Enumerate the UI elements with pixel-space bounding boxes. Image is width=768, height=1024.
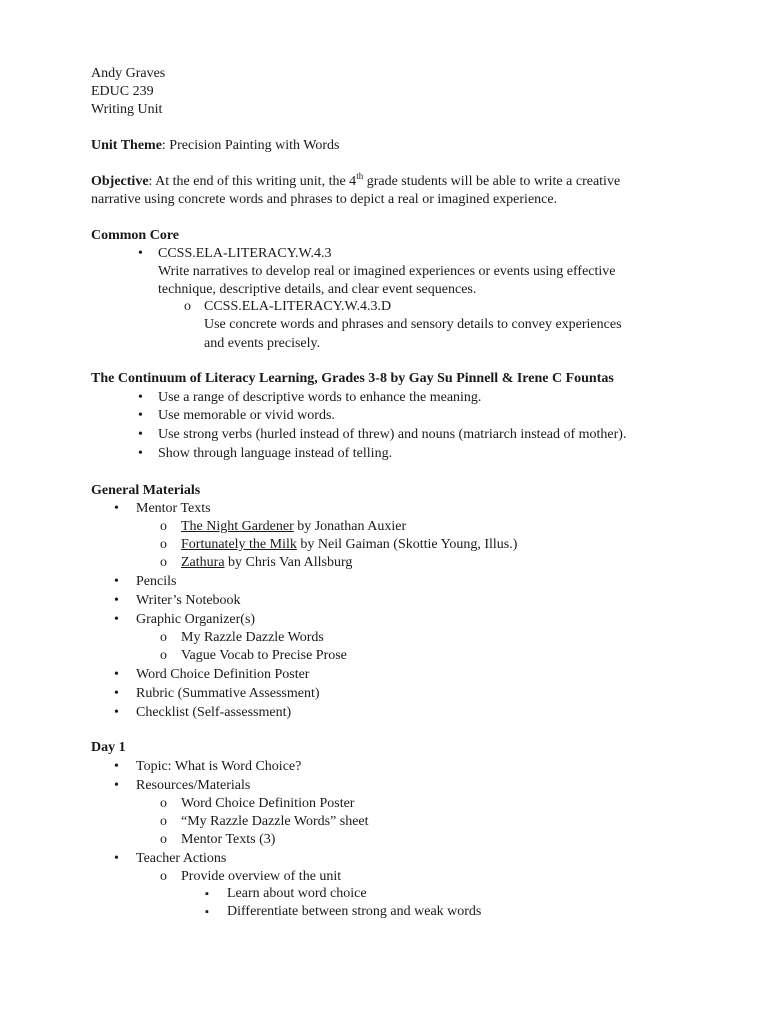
circle-bullet-icon: o <box>160 832 167 847</box>
materials-item-poster: Word Choice Definition Poster <box>136 667 310 682</box>
unit-theme-text: : Precision Painting with Words <box>161 138 340 153</box>
materials-item-rubric: Rubric (Summative Assessment) <box>136 686 320 701</box>
cc-standard-desc-2: technique, descriptive details, and clear event sequences. <box>158 282 477 297</box>
materials-item-organizers: Graphic Organizer(s) <box>136 612 256 627</box>
bullet-icon: • <box>114 574 119 589</box>
day1-heading: Day 1 <box>91 740 126 755</box>
book-author: by Neil Gaiman (Skottie Young, Illus.) <box>296 537 518 552</box>
continuum-item: Use a range of descriptive words to enhance the meaning. <box>158 390 482 405</box>
materials-item-checklist: Checklist (Self-assessment) <box>136 705 292 720</box>
unit-theme-label: Unit Theme <box>91 138 162 153</box>
cc-standard: CCSS.ELA-LITERACY.W.4.3 <box>158 246 332 261</box>
bullet-icon: • <box>114 759 119 774</box>
objective-text-b: grade students will be able to write a creative <box>363 174 621 189</box>
book-title: The Night Gardener <box>181 519 294 534</box>
bullet-icon: • <box>114 667 119 682</box>
organizer-item: My Razzle Dazzle Words <box>181 630 324 645</box>
book-title: Fortunately the Milk <box>181 537 297 552</box>
circle-bullet-icon: o <box>160 630 167 645</box>
continuum-item: Use strong verbs (hurled instead of threw) and nouns (matriarch instead of mother). <box>158 427 627 442</box>
bullet-icon: • <box>114 593 119 608</box>
circle-bullet-icon: o <box>160 648 167 663</box>
bullet-icon: • <box>114 778 119 793</box>
square-bullet-icon: ▪ <box>205 888 209 900</box>
book-item <box>181 536 517 554</box>
resource-item: Mentor Texts (3) <box>181 832 276 847</box>
day1-topic: Topic: What is Word Choice? <box>136 759 302 774</box>
continuum-item: Use memorable or vivid words. <box>158 408 335 423</box>
course-code: EDUC 239 <box>91 84 154 99</box>
book-author: by Chris Van Allsburg <box>224 555 353 570</box>
objective-text-a: : At the end of this writing unit, the 4 <box>148 174 357 189</box>
author-name: Andy Graves <box>91 66 166 81</box>
bullet-icon: • <box>138 408 143 423</box>
organizer-item: Vague Vocab to Precise Prose <box>181 648 347 663</box>
unit-theme-line <box>91 137 339 155</box>
bullet-icon: • <box>114 851 119 866</box>
unit-label: Writing Unit <box>91 102 163 117</box>
circle-bullet-icon: o <box>160 555 167 570</box>
materials-item-notebook: Writer’s Notebook <box>136 593 241 608</box>
materials-item-mentor-texts: Mentor Texts <box>136 501 211 516</box>
general-materials-heading: General Materials <box>91 483 201 498</box>
bullet-icon: • <box>138 446 143 461</box>
circle-bullet-icon: o <box>160 537 167 552</box>
cc-sub-standard: CCSS.ELA-LITERACY.W.4.3.D <box>204 299 392 314</box>
objective-line-2: narrative using concrete words and phrases to depict a real or imagined experience. <box>91 192 558 207</box>
book-title: Zathura <box>181 555 225 570</box>
objective-sup: th <box>356 171 364 181</box>
day1-resources: Resources/Materials <box>136 778 251 793</box>
circle-bullet-icon: o <box>160 519 167 534</box>
cc-sub-desc-1: Use concrete words and phrases and sensory details to convey experiences <box>204 317 622 332</box>
overview-item: Learn about word choice <box>227 886 367 901</box>
bullet-icon: • <box>114 705 119 720</box>
continuum-item: Show through language instead of telling. <box>158 446 393 461</box>
square-bullet-icon: ▪ <box>205 906 209 918</box>
common-core-heading: Common Core <box>91 228 180 243</box>
resource-item: “My Razzle Dazzle Words” sheet <box>181 814 369 829</box>
circle-bullet-icon: o <box>160 869 167 884</box>
bullet-icon: • <box>138 246 143 261</box>
circle-bullet-icon: o <box>160 796 167 811</box>
cc-standard-desc-1: Write narratives to develop real or imagined experiences or events using effective <box>158 264 616 279</box>
day1-teacher-actions: Teacher Actions <box>136 851 227 866</box>
book-author: by Jonathan Auxier <box>293 519 407 534</box>
bullet-icon: • <box>138 427 143 442</box>
objective-label: Objective <box>91 174 149 189</box>
bullet-icon: • <box>114 686 119 701</box>
book-item <box>181 518 406 536</box>
objective-line-1 <box>91 173 620 191</box>
overview-item: Differentiate between strong and weak words <box>227 904 482 919</box>
bullet-icon: • <box>114 501 119 516</box>
circle-bullet-icon: o <box>184 299 191 314</box>
cc-sub-desc-2: and events precisely. <box>204 336 321 351</box>
book-item <box>181 554 352 572</box>
resource-item: Word Choice Definition Poster <box>181 796 355 811</box>
circle-bullet-icon: o <box>160 814 167 829</box>
continuum-heading: The Continuum of Literacy Learning, Grades 3-8 by Gay Su Pinnell & Irene C Fountas <box>91 371 614 386</box>
bullet-icon: • <box>114 612 119 627</box>
day1-overview: Provide overview of the unit <box>181 869 342 884</box>
bullet-icon: • <box>138 390 143 405</box>
materials-item-pencils: Pencils <box>136 574 177 589</box>
